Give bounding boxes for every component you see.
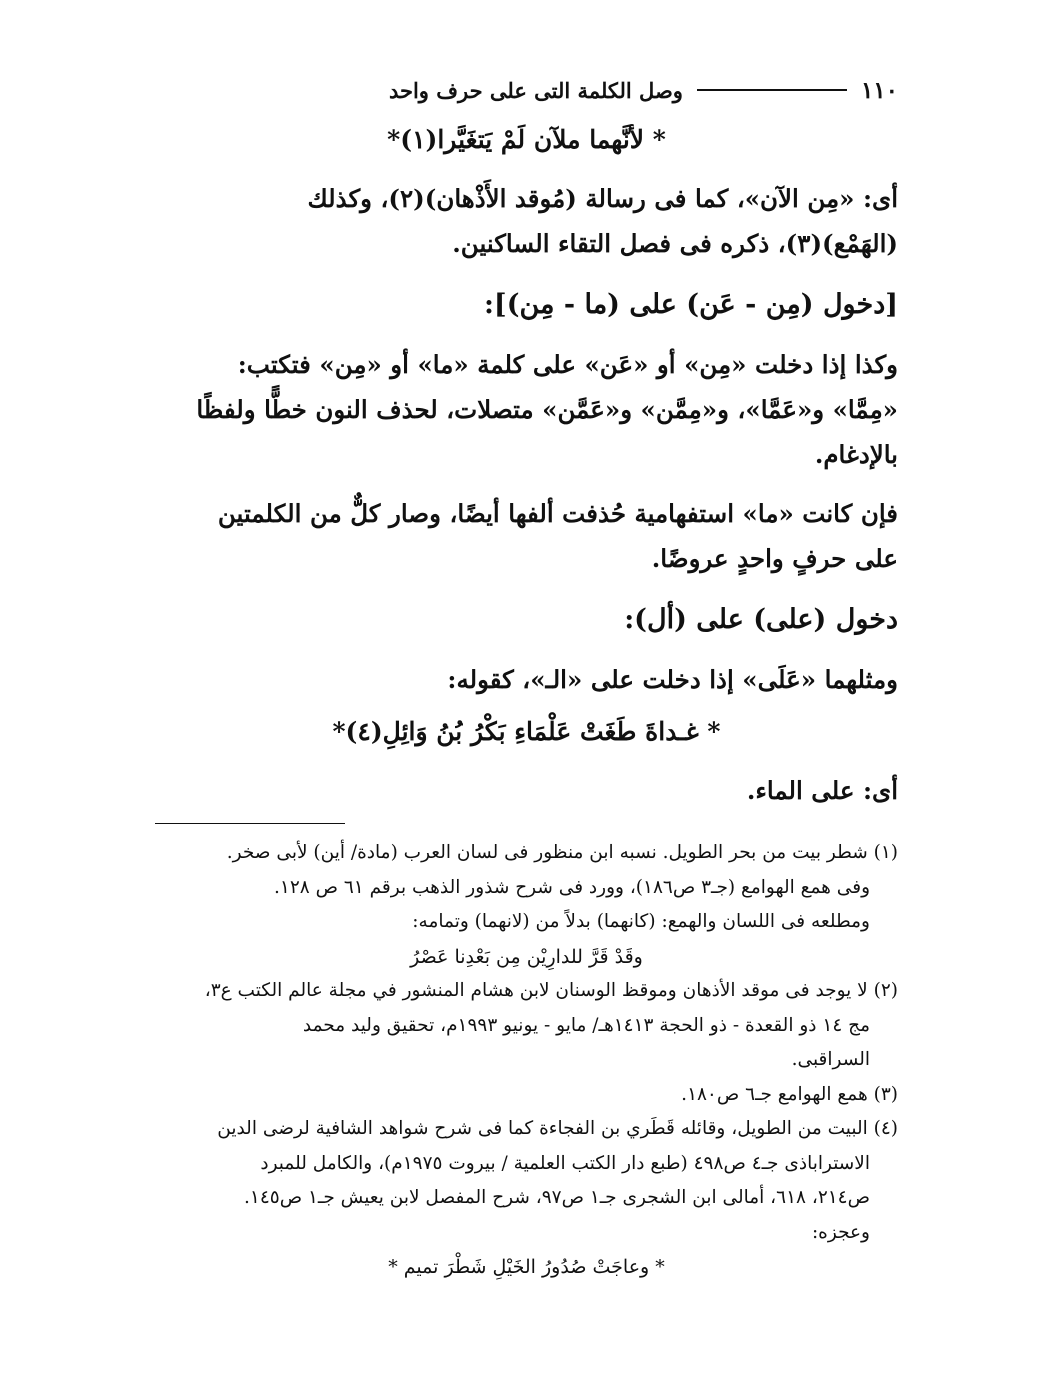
footnote-line: مج ١٤ ذو القعدة - ذو الحجة ١٤١٣هـ/ مايو - يونيو ١٩٩٣م، تحقيق وليد محمد [302,1014,870,1036]
running-header [155,70,898,110]
paragraph: أى: على الماء. [746,776,898,805]
footnotes [155,836,898,1285]
footnote-separator [155,823,898,824]
text-line: «مِمَّا» و«عَمَّا»، و«مِمَّن» و«عَمَّن» متصلات، لحذف النون خطًّا ولفظًا [196,395,898,424]
footnote-line: وعجزه: [811,1221,870,1243]
footnote-3 [155,1078,898,1113]
paragraph [155,176,898,266]
footnote-1 [155,836,898,974]
footnote-line: (٢) لا يوجد فى موقد الأذهان وموقظ الوسنان لابن هشام المنشور في مجلة عالم الكتب ع٣، [204,980,898,1001]
text-line: على حرفٍ واحدٍ عروضًا. [651,544,898,573]
paragraph [155,342,898,477]
paragraph [155,491,898,581]
section-heading: [دخول (مِن - عَن) على (ما - مِن)]: [483,289,898,320]
footnote-line: السراقبى. [791,1049,870,1070]
footnote-line: وفى همع الهوامع (جـ٣ ص١٨٦)، وورد فى شرح شذور الذهب برقم ٦١ ص ١٢٨. [274,876,870,898]
page-number: ١١٠ [860,76,898,104]
footnote-2 [155,974,898,1078]
running-title: وصل الكلمة التى على حرف واحد [388,77,683,103]
footnote-verse: * وعاجَتْ صُدُورُ الخَيْلِ شَطْرَ تميم * [388,1256,665,1278]
verse-line: * لأنَّهما ملآن لَمْ يَتغَيَّرا(١)* [387,125,666,154]
footnote-line: (٤) البيت من الطويل، وقائله قَطَري بن الفجاءة كما فى شرح شواهد الشافية لرضى الدين [217,1118,898,1139]
text-line: وكذا إذا دخلت «مِن» أو «عَن» على كلمة «ما» أو «مِن» فتكتب: [237,350,898,379]
footnote-line: ص٢١٤، ٦١٨، أمالى ابن الشجرى جـ١ ص٩٧، شرح المفصل لابن يعيش جـ١ ص١٤٥. [244,1187,870,1208]
section-heading: دخول (على) على (أل): [624,604,898,635]
text-line: (الهَمْع)(٣)، ذكره فى فصل التقاء الساكنين. [452,229,898,258]
footnote-rule [155,823,345,824]
header-rule [697,89,847,91]
verse-line: * غـداةَ طَغَتْ عَلْمَاءِ بَكْرُ بُنُ وَائِلِ(٤)* [332,717,721,746]
footnote-verse: وقَدْ قَرَّ للدارِيْن مِن بَعْدِنا عَصْرُ [410,945,643,968]
paragraph: ومثلهما «عَلَى» إذا دخلت على «الـ»، كقوله: [447,665,898,694]
text-line: أى: «مِن الآن»، كما فى رسالة (مُوقد الأَذْهان)(٢)، وكذلك [307,184,898,213]
footnote-line: الاستراباذى جـ٤ ص٤٩٨ (طبع دار الكتب العلمية / بيروت ١٩٧٥م)، والكامل للمبرد [260,1152,870,1174]
text-line: فإن كانت «ما» استفهامية حُذفت ألفها أيضًا، وصار كلٌّ من الكلمتين [217,499,898,528]
footnote-line: ومطلعه فى اللسان والهمع: (كانهما) بدلاً من (لانهما) وتمامه: [412,911,870,932]
text-line: بالإدغام. [814,440,898,469]
footnote-line: (٣) همع الهوامع جـ٦ ص١٨٠. [681,1083,898,1105]
footnote-4 [155,1112,898,1285]
footnote-line: (١) شطر بيت من بحر الطويل. نسبه ابن منظور فى لسان العرب (مادة/ أين) لأبى صخر. [226,842,898,863]
